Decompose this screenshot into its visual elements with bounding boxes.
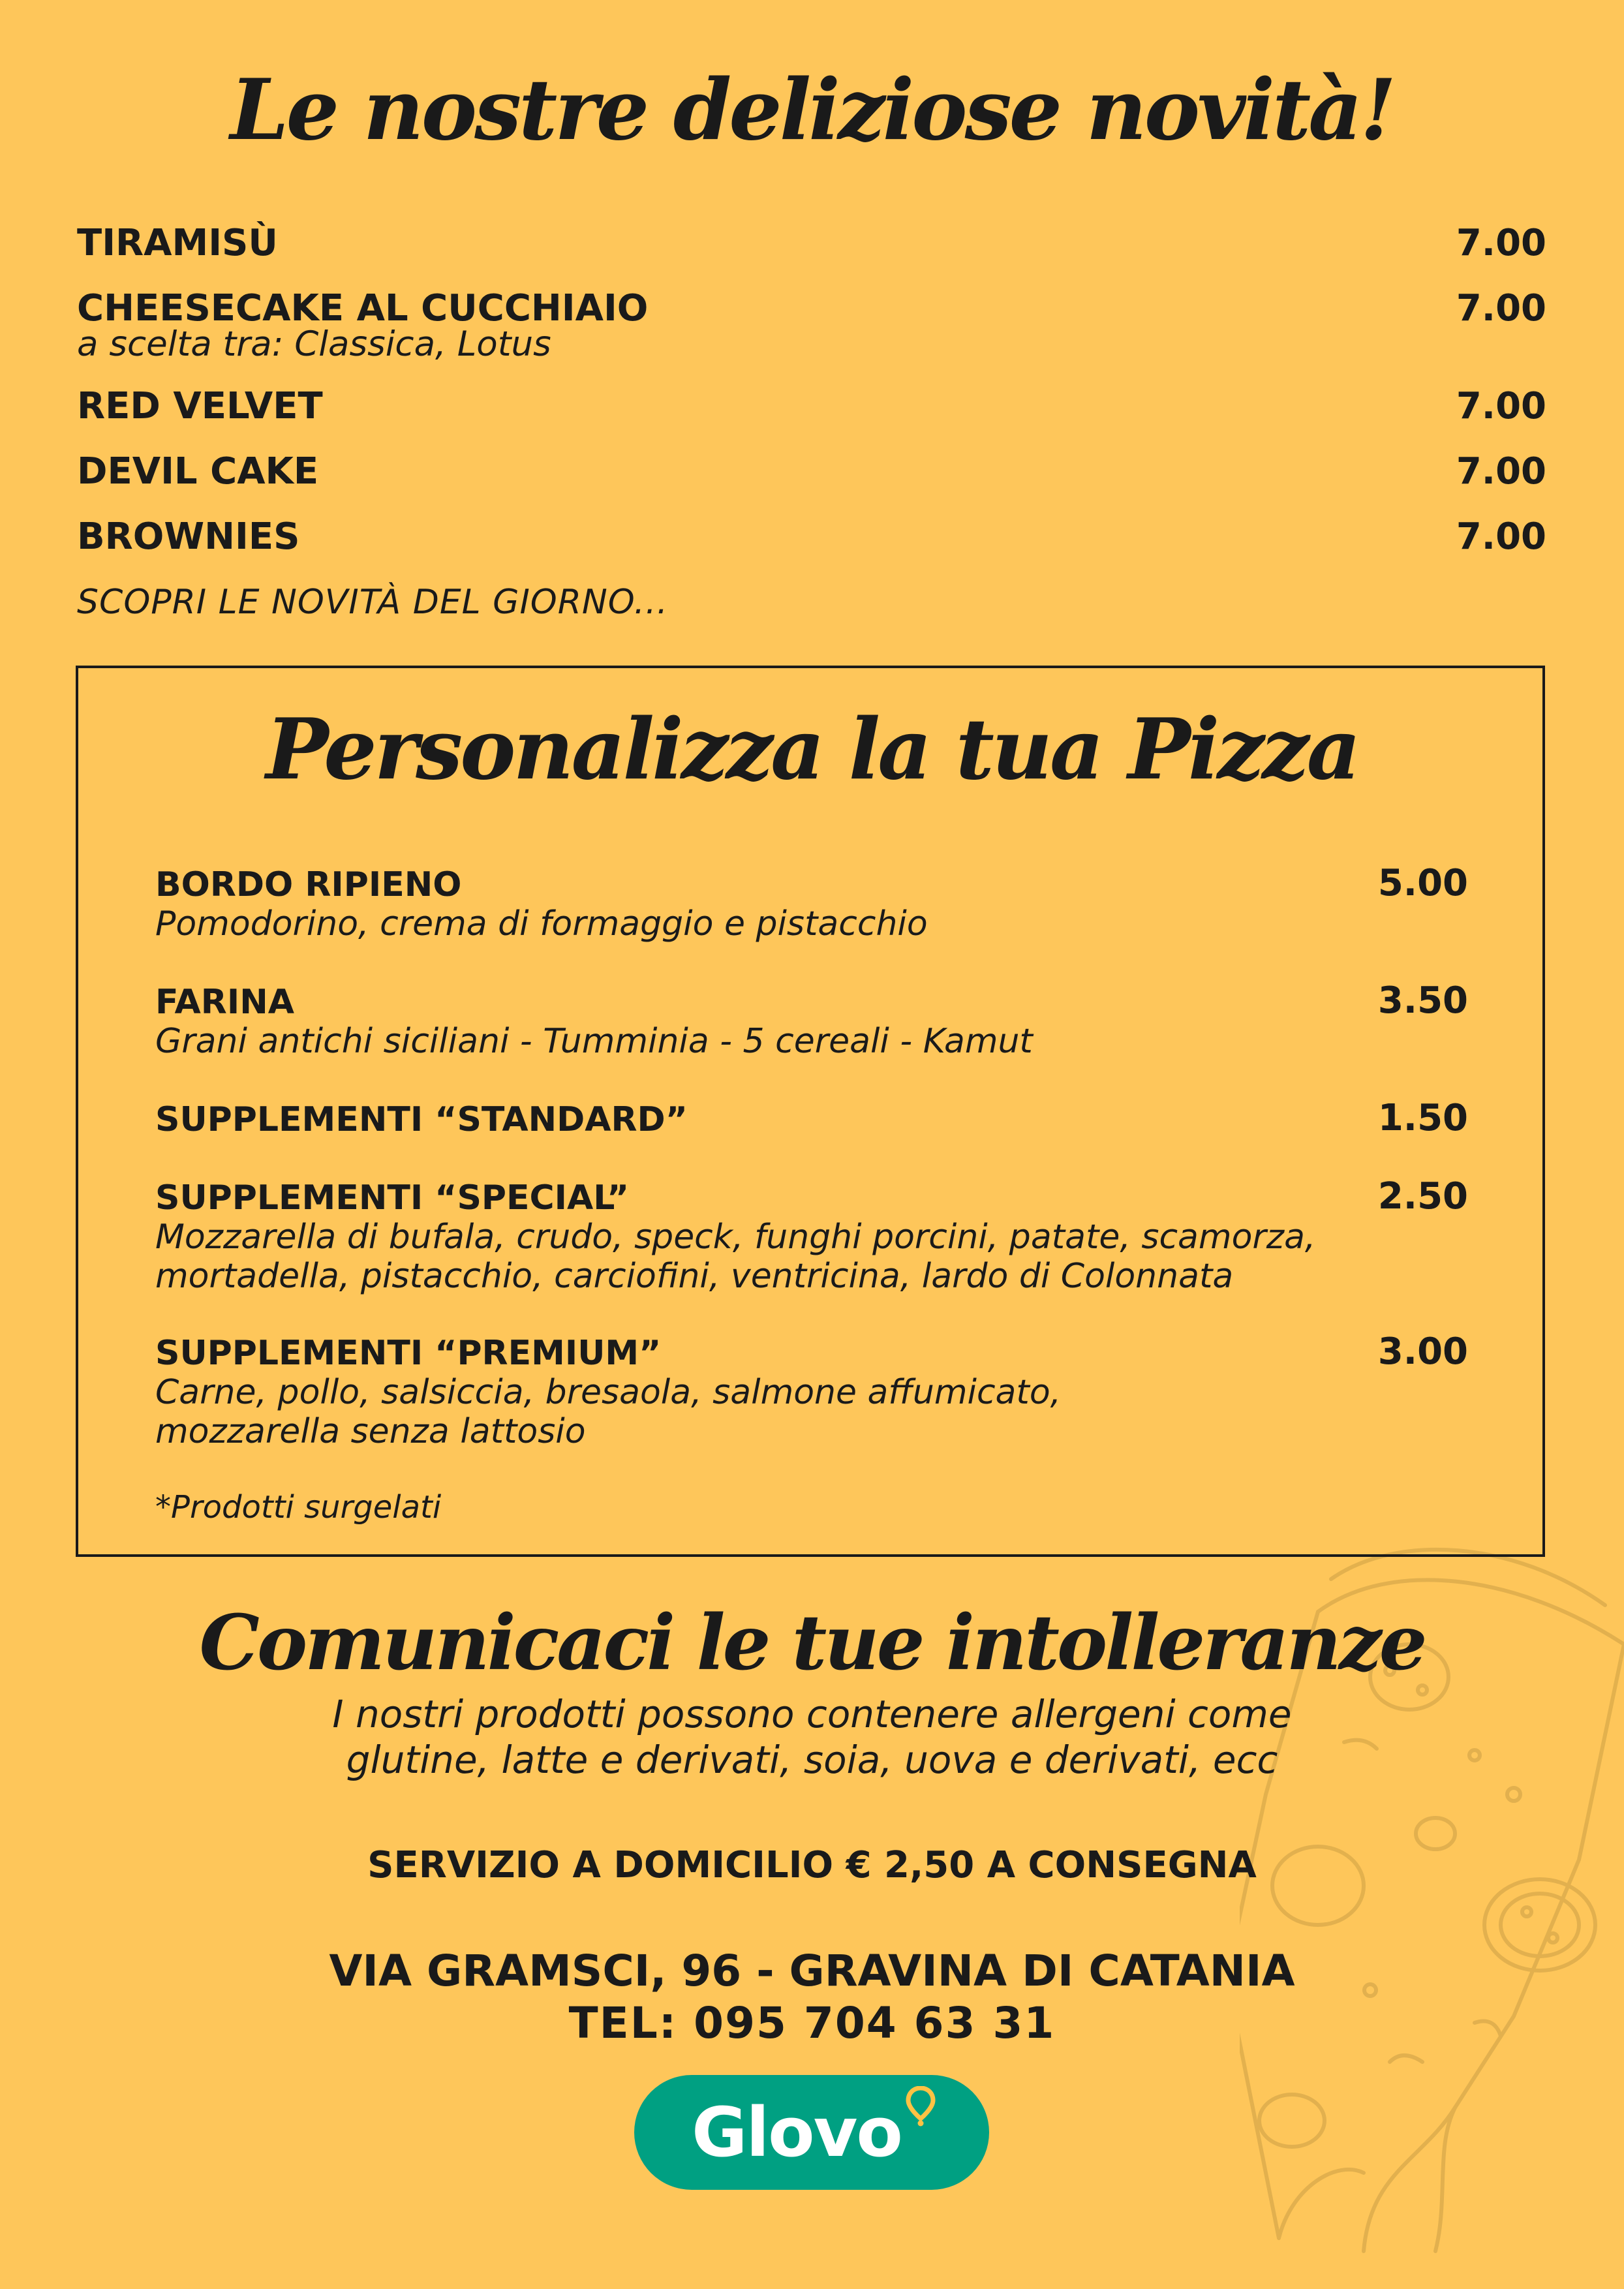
glovo-label: Glovo [692, 2093, 902, 2172]
list-item [77, 515, 1546, 558]
option-description: Carne, pollo, salsiccia, bresaola, salmone affumicato, mozzarella senza lattosio [155, 1373, 1062, 1451]
item-description: a scelta tra: Classica, Lotus [77, 324, 551, 364]
item-name: RED VELVET [77, 385, 323, 427]
glovo-logo [634, 2075, 989, 2190]
item-name: DEVIL CAKE [77, 450, 319, 493]
option-price: 2.50 [1377, 1175, 1468, 1218]
list-item [155, 1097, 1468, 1139]
section-title-customize: Personalizza la tua Pizza [266, 701, 1358, 799]
discover-note: SCOPRI LE NOVITÀ DEL GIORNO... [77, 583, 669, 622]
item-name: BROWNIES [77, 515, 300, 558]
delivery-info: SERVIZIO A DOMICILIO € 2,50 A CONSEGNA [367, 1844, 1257, 1886]
option-price: 3.00 [1377, 1330, 1468, 1373]
allergen-line-2: glutine, latte e derivati, soia, uova e derivati, ecc [346, 1738, 1278, 1782]
location-pin-icon [906, 2086, 936, 2127]
item-price: 7.00 [1456, 515, 1546, 558]
list-item [155, 1175, 1468, 1296]
item-price: 7.00 [1456, 385, 1546, 427]
option-price: 1.50 [1377, 1097, 1468, 1139]
address: VIA GRAMSCI, 96 - GRAVINA DI CATANIA [329, 1946, 1295, 1996]
item-name: CHEESECAKE AL CUCCHIAIO [77, 287, 649, 330]
option-name: BORDO RIPIENO [155, 865, 462, 904]
option-name: SUPPLEMENTI “STANDARD” [155, 1100, 688, 1139]
option-price: 5.00 [1377, 862, 1468, 904]
list-item [155, 1330, 1468, 1451]
item-name: TIRAMISÙ [77, 222, 278, 264]
phone-number: TEL: 095 704 63 31 [568, 1998, 1056, 2048]
section-title-intolerances: Comunicaci le tue intolleranze [199, 1599, 1425, 1687]
item-price: 7.00 [1456, 222, 1546, 264]
list-item [77, 450, 1546, 493]
option-name: SUPPLEMENTI “SPECIAL” [155, 1178, 630, 1218]
list-item [77, 385, 1546, 427]
item-price: 7.00 [1456, 287, 1546, 330]
list-item [77, 287, 1546, 364]
item-price: 7.00 [1456, 450, 1546, 493]
option-description: Pomodorino, crema di formaggio e pistacchio [155, 904, 928, 944]
allergen-line-1: I nostri prodotti possono contenere allergeni come [332, 1692, 1292, 1736]
frozen-note: *Prodotti surgelati [155, 1489, 442, 1526]
option-description: Grani antichi siciliani - Tumminia - 5 cereali - Kamut [155, 1022, 1033, 1061]
option-name: SUPPLEMENTI “PREMIUM” [155, 1334, 662, 1373]
option-price: 3.50 [1377, 979, 1468, 1022]
allergen-notice [0, 1691, 1624, 1783]
page-title: Le nostre deliziose novità! [230, 61, 1394, 159]
option-description: Mozzarella di bufala, crudo, speck, funghi porcini, patate, scamorza, mortadella, pistacchio, carciofini, ventricina, lardo di Colonnata [155, 1218, 1316, 1296]
list-item [155, 862, 1468, 944]
list-item [77, 222, 1546, 264]
option-name: FARINA [155, 983, 294, 1022]
list-item [155, 979, 1468, 1061]
